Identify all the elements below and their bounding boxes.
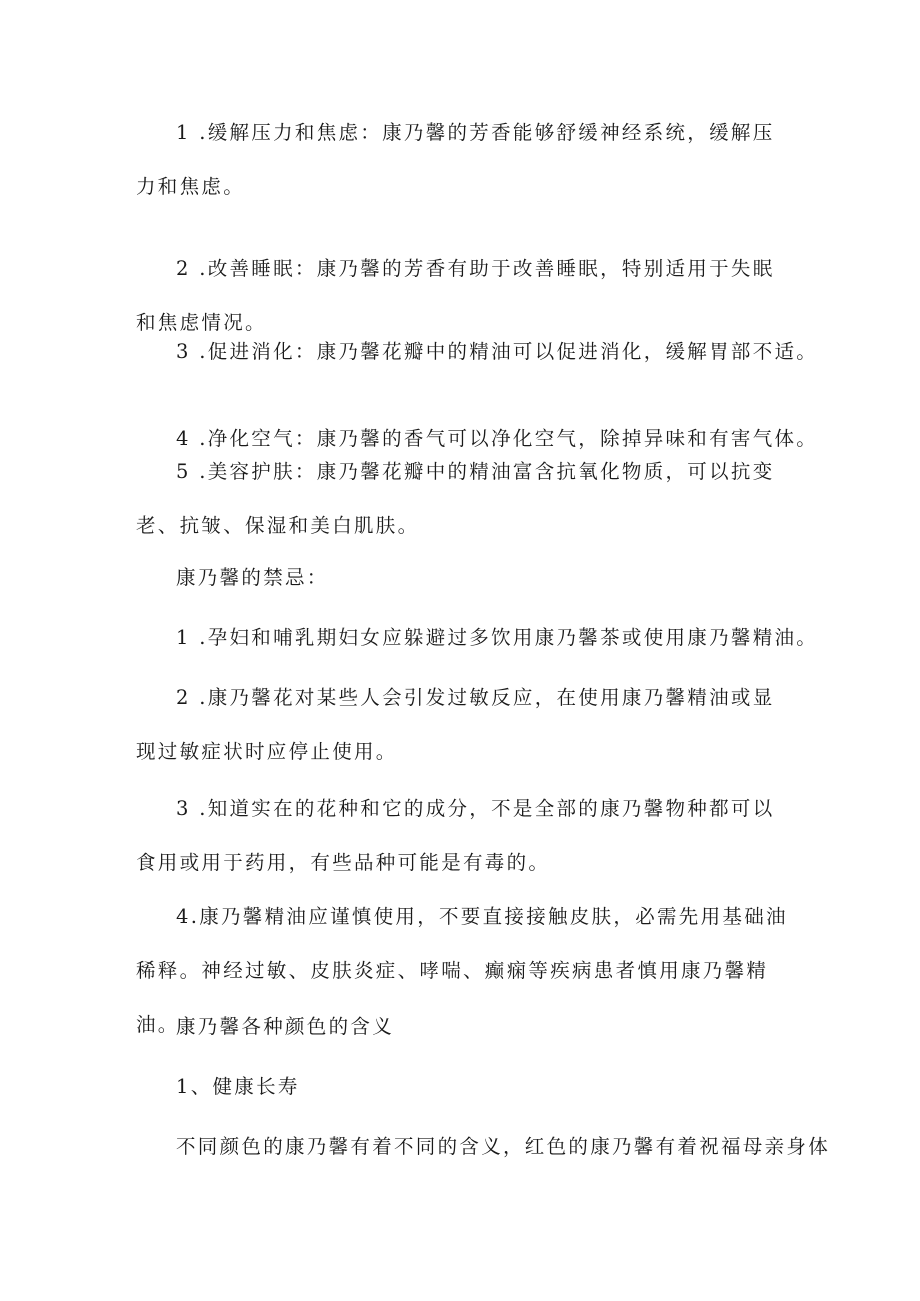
benefit-item-4: 4 .净化空气：康乃馨的香气可以净化空气，除掉异味和有害气体。 bbox=[176, 427, 819, 450]
taboo-item-1: 1 .孕妇和哺乳期妇女应躲避过多饮用康乃馨茶或使用康乃馨精油。 bbox=[176, 626, 819, 649]
section-heading-color-meanings: 康乃馨各种颜色的含义 bbox=[176, 1015, 395, 1038]
benefit-item-1: 1 .缓解压力和焦虑：康乃馨的芳香能够舒缓神经系统，缓解压力和焦虑。 bbox=[136, 121, 775, 198]
taboo-item-2: 2 .康乃馨花对某些人会引发过敏反应，在使用康乃馨精油或显现过敏症状时应停止使用。 bbox=[136, 686, 775, 763]
benefit-item-5: 5 .美容护肤：康乃馨花瓣中的精油富含抗氧化物质，可以抗变老、抗皱、保湿和美白肌肤。 bbox=[136, 460, 775, 537]
taboo-item-4: 4.康乃馨精油应谨慎使用，不要直接接触皮肤，必需先用基础油稀释。神经过敏、皮肤炎症、哮喘、癫痫等疾病患者慎用康乃馨精油。 bbox=[136, 905, 788, 1036]
color-meaning-heading-1: 1、健康长寿 bbox=[176, 1075, 300, 1098]
benefit-item-2: 2 .改善睡眠：康乃馨的芳香有助于改善睡眠，特别适用于失眠和焦虑情况。 bbox=[136, 257, 775, 334]
section-heading-taboos: 康乃馨的禁忌： bbox=[176, 566, 329, 589]
color-meaning-paragraph: 不同颜色的康乃馨有着不同的含义，红色的康乃馨有着祝福母亲身体 bbox=[176, 1135, 831, 1158]
taboo-item-3: 3 .知道实在的花种和它的成分，不是全部的康乃馨物种都可以食用或用于药用，有些品种可能是有毒的。 bbox=[136, 797, 775, 874]
benefit-item-3: 3 .促进消化：康乃馨花瓣中的精油可以促进消化，缓解胃部不适。 bbox=[176, 340, 819, 363]
